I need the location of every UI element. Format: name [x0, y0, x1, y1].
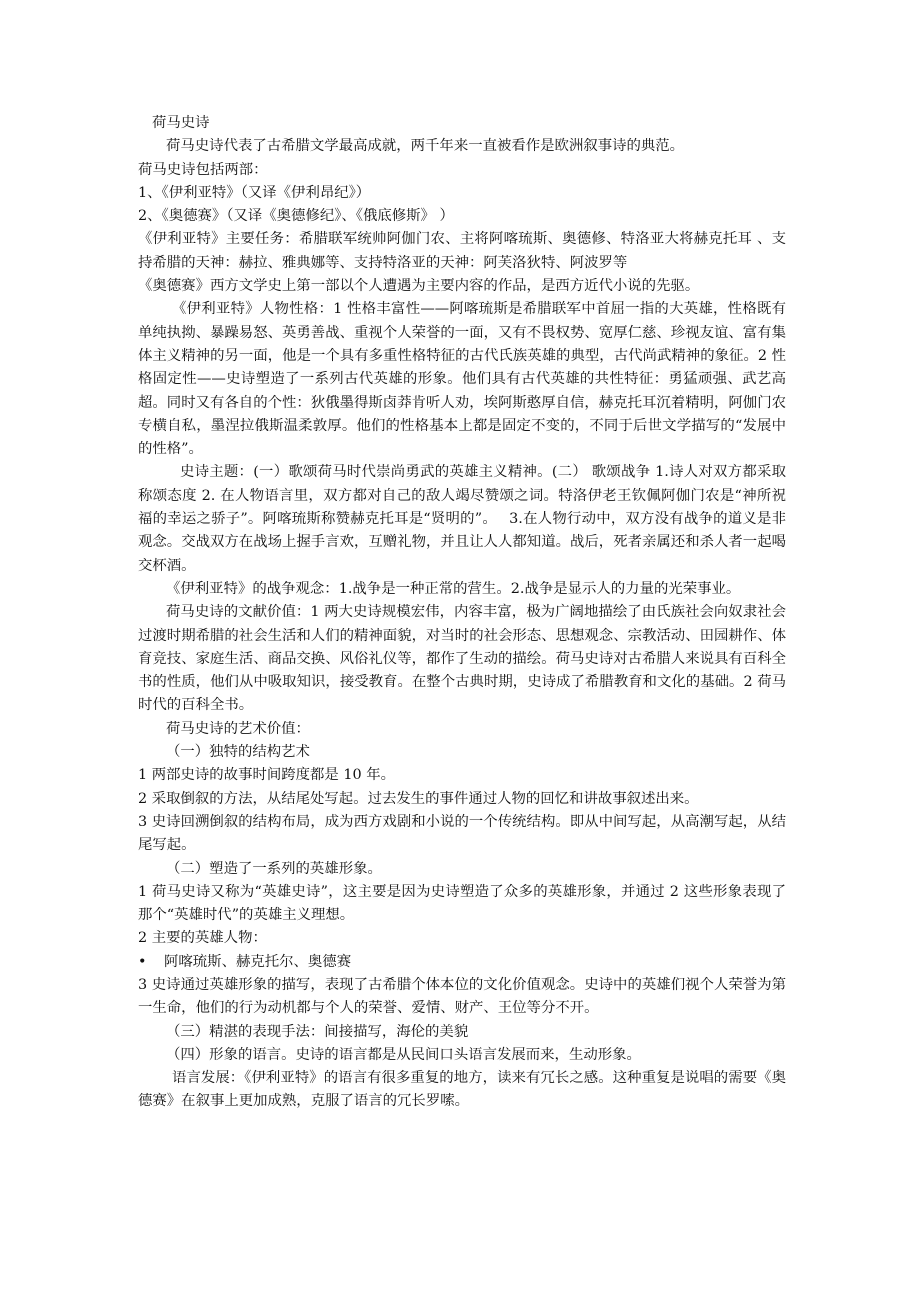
structure-point-1: 1 两部史诗的故事时间跨度都是 10 年。	[138, 767, 396, 784]
list-item-iliad: 1、《伊利亚特》（又译《伊利昂纪》）	[138, 184, 371, 201]
paragraph-artistic-value: 荷马史诗的艺术价值：	[166, 720, 310, 737]
section-heading-structure: （一）独特的结构艺术	[166, 744, 310, 761]
section-heading-heroes: （二）塑造了一系列的英雄形象。	[166, 860, 382, 877]
document-title: 荷马史诗	[152, 115, 210, 131]
structure-point-2: 2 采取倒叙的方法，从结尾处写起。过去发生的事件通过人物的回忆和讲故事叙述出来。	[138, 790, 699, 807]
paragraph-language-development: 语言发展：《伊利亚特》的语言有很多重复的地方，读来有冗长之感。这种重复是说唱的需要《奥德赛》在叙事上更加成熟，克服了语言的冗长罗嗦。	[138, 1070, 786, 1110]
paragraph-war-concept: 《伊利亚特》的战争观念：1.战争是一种正常的营生。2.战争是显示人的力量的光荣事业。	[166, 580, 741, 597]
bullet-icon: •	[138, 953, 147, 970]
bullet-text: 阿喀琉斯、赫克托尔、奥德赛	[164, 953, 352, 970]
paragraph-two-parts: 荷马史诗包括两部：	[138, 161, 268, 178]
document-body	[138, 112, 786, 1114]
heroes-point-2: 2 主要的英雄人物：	[138, 930, 267, 947]
section-heading-techniques: （三）精湛的表现手法：间接描写，海伦的美貌	[166, 1023, 469, 1040]
paragraph-character-traits: 《伊利亚特》人物性格：1 性格丰富性——阿喀琉斯是希腊联军中首屈一指的大英雄，性格既有单纯执拗、暴躁易怒、英勇善战、重视个人荣誉的一面，又有不畏权势、宽厚仁慈、珍视友谊、富有集体主义精神的另一面，他是一个具有多重性格特征的古代氏族英雄的典型，古代尚武精神的象征。2 性格固定性——史诗塑造了一系列古代英雄的形象。他们具有古代英雄的共性特征：勇猛顽强、武艺高超。同时又有各自的个性：狄俄墨得斯卤莽肯听人劝，埃阿斯憨厚自信，赫克托耳沉着精明，阿伽门农专横自私，墨涅拉俄斯温柔敦厚。他们的性格基本上都是固定不变的，不同于后世文学描写的“发展中的性格”。	[138, 301, 786, 458]
paragraph-odyssey: 《奥德赛》西方文学史上第一部以个人遭遇为主要内容的作品，是西方近代小说的先驱。	[138, 278, 700, 295]
paragraph-iliad-characters: 《伊利亚特》主要任务：希腊联军统帅阿伽门农、主将阿喀琉斯、奥德修、特洛亚大将赫克托耳 、支持希腊的天神：赫拉、雅典娜等、支持特洛亚的天神：阿芙洛狄特、阿波罗等	[138, 231, 786, 271]
heroes-point-1: 1 荷马史诗又称为“英雄史诗”，这主要是因为史诗塑造了众多的英雄形象，并通过 2 这些形象表现了那个“英雄时代”的英雄主义理想。	[138, 883, 786, 924]
paragraph-documentary-value: 荷马史诗的文献价值：1 两大史诗规模宏伟，内容丰富，极为广阔地描绘了由氏族社会向奴隶社会过渡时期希腊的社会生活和人们的精神面貌，对当时的社会形态、思想观念、宗教活动、田园耕作、体育竞技、家庭生活、商品交换、风俗礼仪等，都作了生动的描绘。荷马史诗对古希腊人来说具有百科全书的性质，他们从中吸取知识，接受教育。在整个古典时期，史诗成了希腊教育和文化的基础。2 荷马时代的百科全书。	[138, 604, 786, 714]
section-heading-language: （四）形象的语言。史诗的语言都是从民间口头语言发展而来，生动形象。	[166, 1046, 641, 1063]
heroes-point-3: 3 史诗通过英雄形象的描写，表现了古希腊个体本位的文化价值观念。史诗中的英雄们视个人荣誉为第一生命，他们的行为动机都与个人的荣誉、爱情、财产、王位等分不开。	[138, 976, 786, 1017]
bullet-list-item	[138, 951, 786, 974]
structure-point-3: 3 史诗回溯倒叙的结构布局，成为西方戏剧和小说的一个传统结构。即从中间写起，从高潮写起，从结尾写起。	[138, 813, 786, 854]
list-item-odyssey: 2、《奥德赛》（又译《奥德修纪》、《俄底修斯》 ）	[138, 208, 454, 225]
paragraph-intro: 荷马史诗代表了古希腊文学最高成就，两千年来一直被看作是欧洲叙事诗的典范。	[166, 138, 685, 155]
paragraph-epic-themes: 史诗主题：(一）歌颂荷马时代崇尚勇武的英雄主义精神。(二） 歌颂战争 1.诗人对双方都采取称颂态度 2. 在人物语言里，双方都对自己的敌人竭尽赞颂之词。特洛伊老王钦佩阿伽门农是“神所祝福的幸运之骄子”。阿喀琉斯称赞赫克托耳是“贤明的”。 3.在人物行动中，双方没有战争的道义是非观念。交战双方在战场上握手言欢，互赠礼物，并且让人人都知道。战后，死者亲属还和杀人者一起喝交杯酒。	[138, 464, 786, 574]
